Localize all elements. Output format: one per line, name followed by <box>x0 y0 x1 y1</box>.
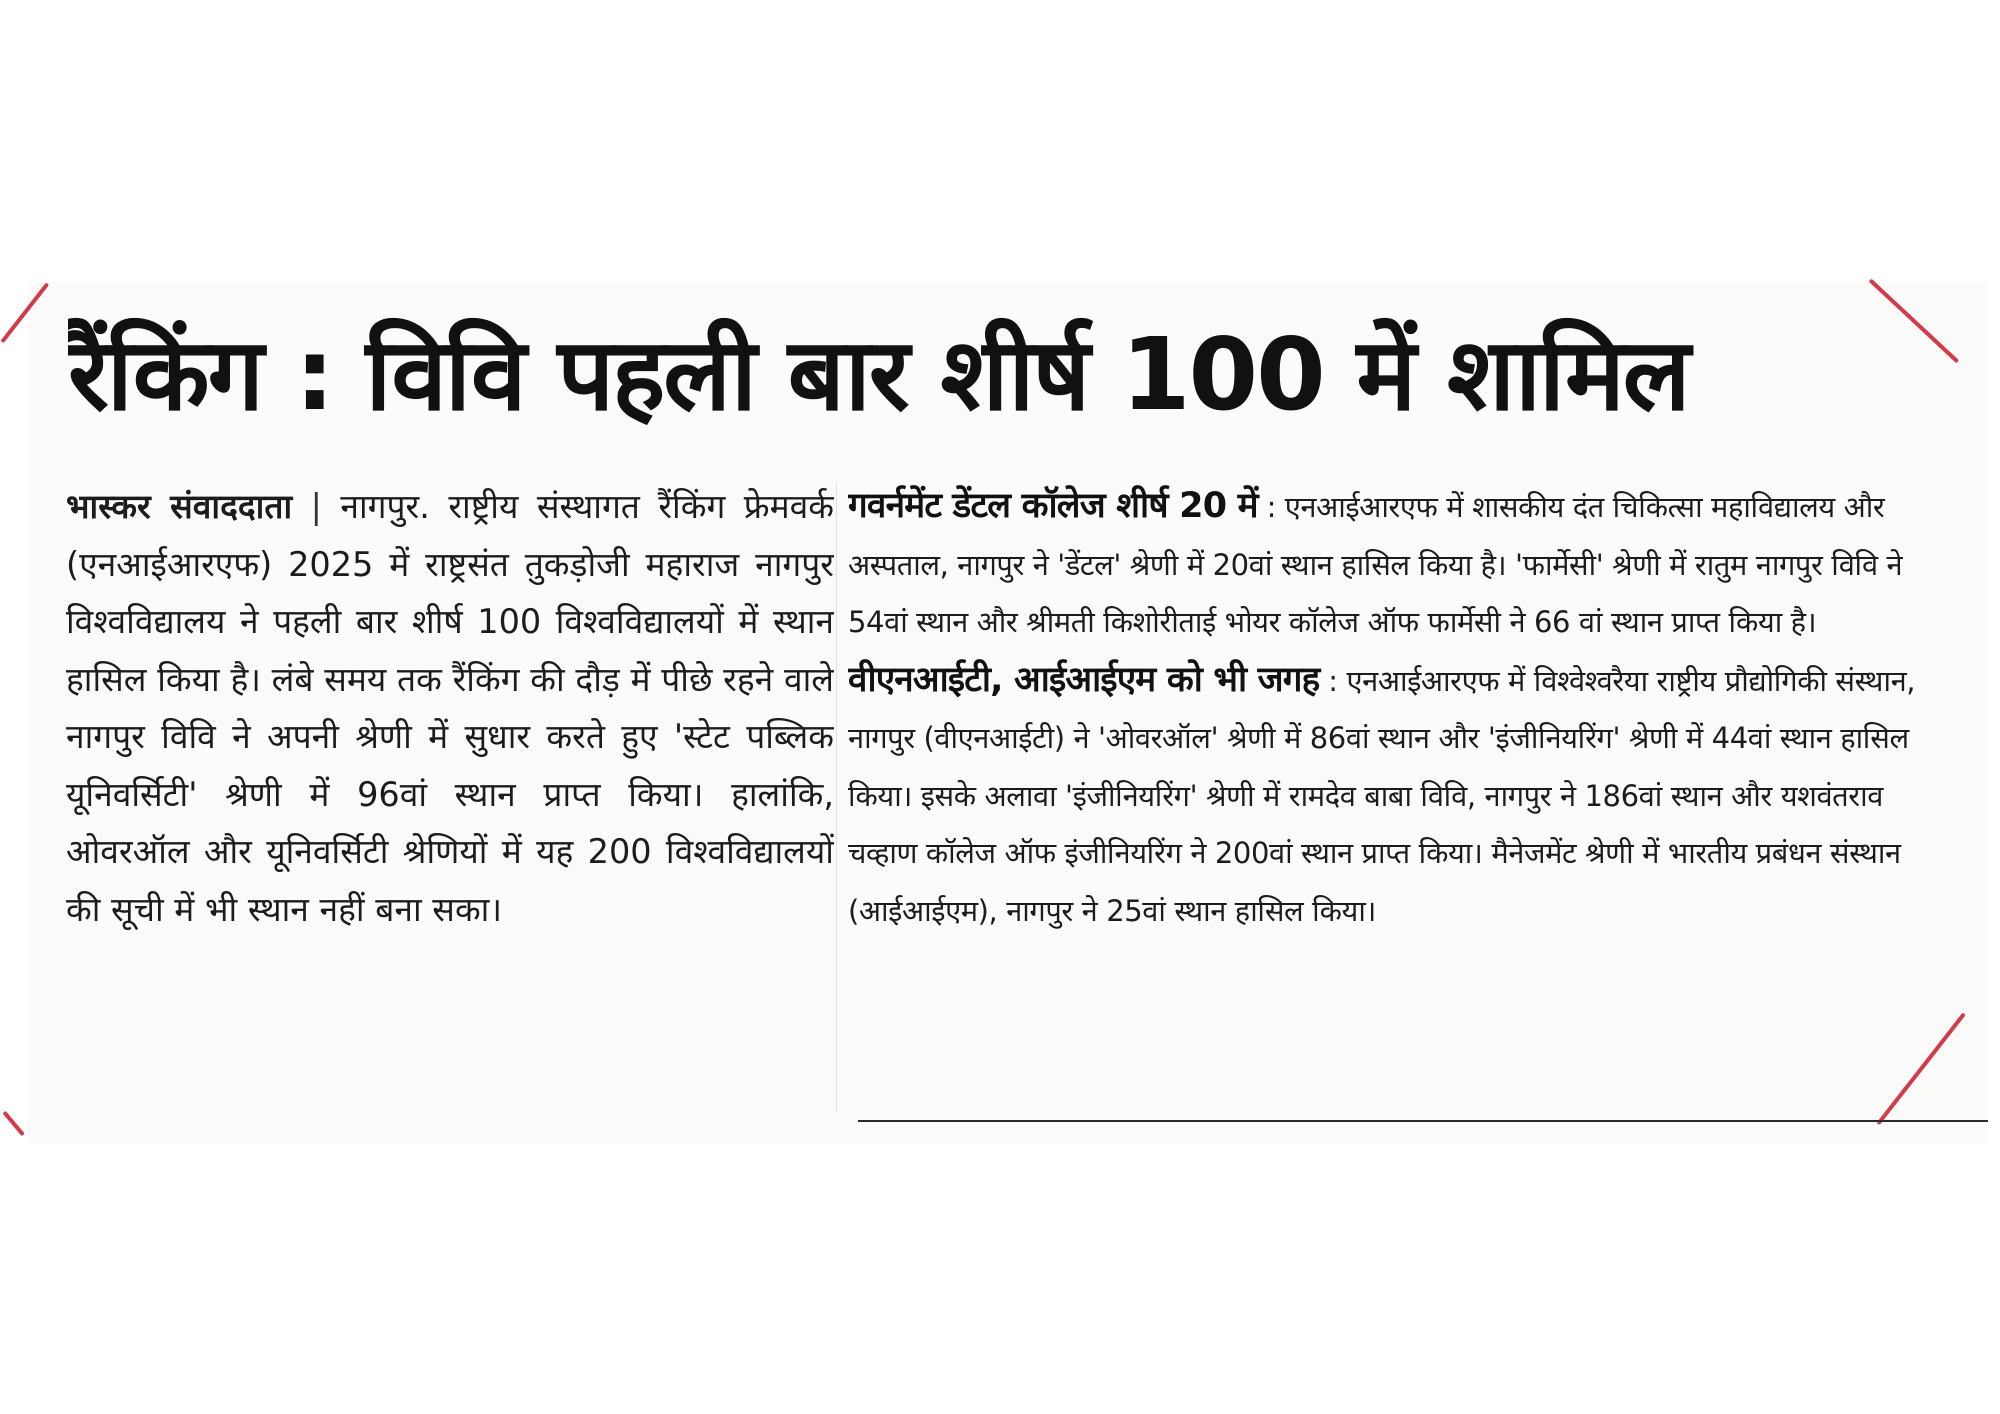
byline: भास्कर संवाददाता <box>66 487 293 526</box>
article-right-column <box>848 478 1928 1118</box>
subhead-dental: गवर्नमेंट डेंटल कॉलेज शीर्ष 20 में <box>848 486 1258 526</box>
subhead-separator: : <box>1257 490 1285 524</box>
article-left-column <box>66 478 834 1118</box>
byline-separator: | <box>310 487 322 526</box>
subhead-vnit-iim: वीएनआईटी, आईआईएम को भी जगह <box>848 659 1320 700</box>
section-dental-body: एनआईआरएफ में शासकीय दंत चिकित्सा महाविद्यालय और अस्पताल, नागपुर ने 'डेंटल' श्रेणी में 20वां स्थान हासिल किया है। 'फार्मेसी' श्रेणी में रातुम नागपुर विवि ने 54वां स्थान और श्रीमती किशोरीताई भोयर कॉलेज ऑफ फार्मेसी ने 66 वां स्थान प्राप्त किया है। <box>848 490 1903 639</box>
section-vnit-iim <box>848 652 1928 941</box>
headline: रैंकिंग : विवि पहली बार शीर्ष 100 में शामिल <box>68 316 1689 433</box>
intro-paragraph: नागपुर. राष्ट्रीय संस्थागत रैंकिंग फ्रेमवर्क (एनआईआरएफ) 2025 में राष्ट्रसंत तुकड़ोजी महाराज नागपुर विश्वविद्यालय ने पहली बार शीर्ष 100 विश्वविद्यालयों में स्थान हासिल किया है। लंबे समय तक रैंकिंग की दौड़ में पीछे रहने वाले नागपुर विवि ने अपनी श्रेणी में सुधार करते हुए 'स्टेट पब्लिक यूनिवर्सिटी' श्रेणी में 96वां स्थान प्राप्त किया। हालांकि, ओवरऑल और यूनिवर्सिटी श्रेणियों में यह 200 विश्वविद्यालयों की सूची में भी स्थान नहीं बना सका। <box>66 487 834 929</box>
cut-mark-bottom-left <box>2 1111 24 1137</box>
bottom-rule <box>858 1120 1988 1122</box>
section-vnit-iim-body: एनआईआरएफ में विश्वेश्वरैया राष्ट्रीय प्रौद्योगिकी संस्थान, नागपुर (वीएनआईटी) ने 'ओवरऑल' श्रेणी में 86वां स्थान और 'इंजीनियरिंग' श्रेणी में 44वां स्थान हासिल किया। इसके अलावा 'इंजीनियरिंग' श्रेणी में रामदेव बाबा विवि, नागपुर ने 186वां स्थान और यशवंतराव चव्हाण कॉलेज ऑफ इंजीनियरिंग ने 200वां स्थान प्राप्त किया। मैनेजमेंट श्रेणी में भारतीय प्रबंधन संस्थान (आईआईएम), नागपुर ने 25वां स्थान हासिल किया। <box>848 663 1916 928</box>
cut-mark-top-left <box>0 282 49 343</box>
column-divider <box>836 482 837 1112</box>
subhead-separator: : <box>1319 663 1347 698</box>
section-dental <box>848 478 1928 652</box>
newspaper-clipping <box>28 282 1988 1144</box>
